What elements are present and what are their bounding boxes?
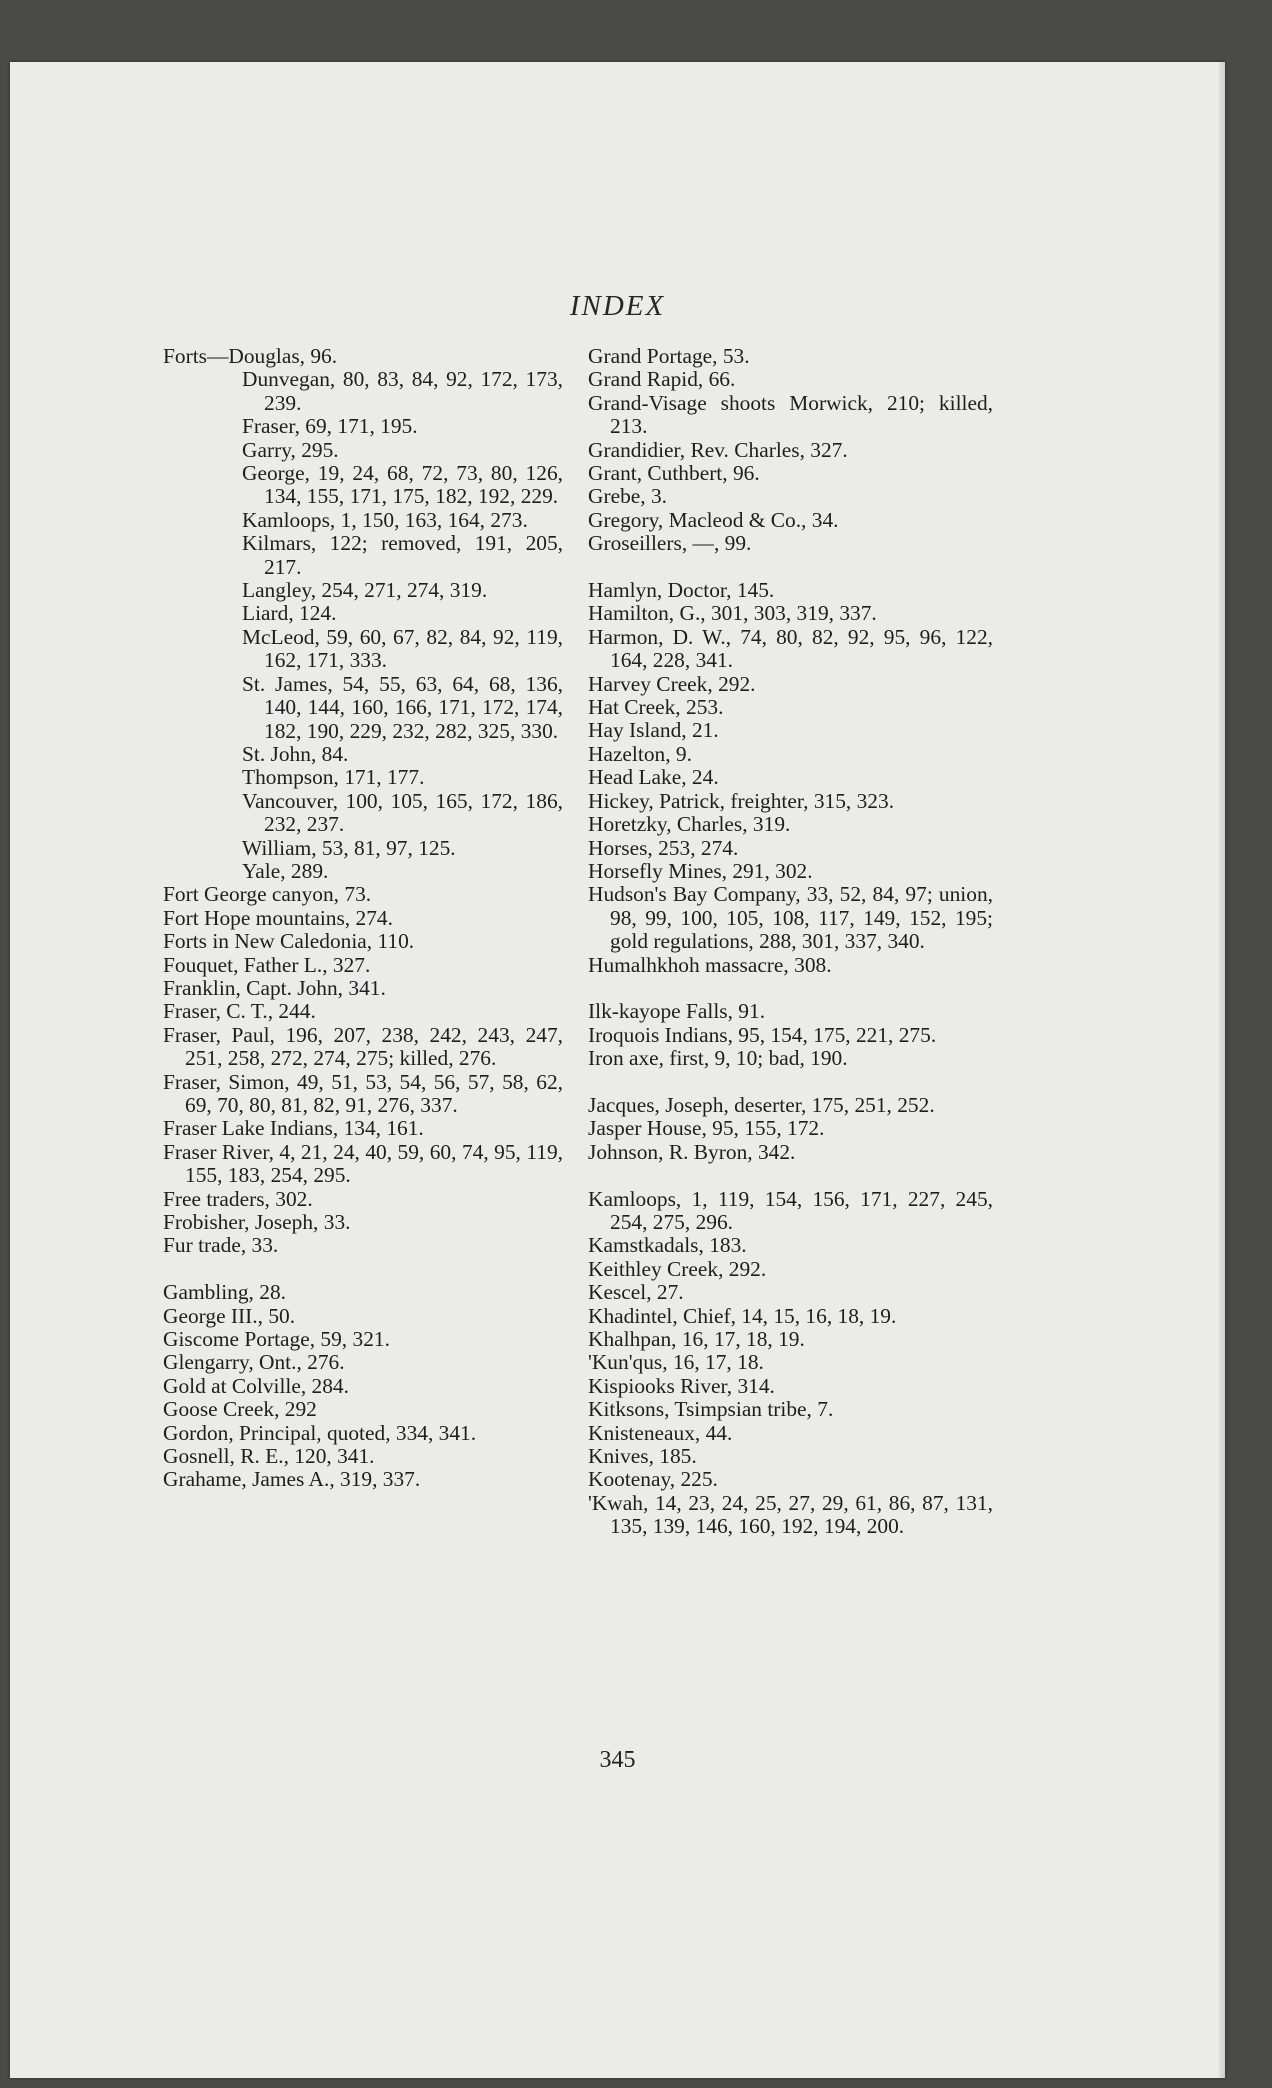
index-subentry: Liard, 124. <box>242 601 337 626</box>
index-entry: Fraser, Paul, 196, 207, 238, 242, 243, 247, 251, 258, 272, 274, 275; killed, 276. <box>163 1022 563 1071</box>
index-entry: Head Lake, 24. <box>588 765 719 790</box>
index-entry: Harmon, D. W., 74, 80, 82, 92, 95, 96, 122, 164, 228, 341. <box>588 624 993 673</box>
index-subentry: McLeod, 59, 60, 67, 82, 84, 92, 119, 162, 171, 333. <box>242 624 563 673</box>
letter-section-gap <box>163 1258 563 1281</box>
index-entry: Jasper House, 95, 155, 172. <box>588 1116 825 1141</box>
index-entry: Fraser, C. T., 244. <box>163 999 316 1024</box>
index-entry: Kamloops, 1, 119, 154, 156, 171, 227, 245, 254, 275, 296. <box>588 1186 993 1234</box>
index-entry: Grant, Cuthbert, 96. <box>588 461 760 486</box>
index-entry: Kitksons, Tsimpsian tribe, 7. <box>588 1397 834 1422</box>
index-entry: Knives, 185. <box>588 1444 697 1469</box>
index-entry: Kescel, 27. <box>588 1280 684 1305</box>
index-entry: Forts in New Caledonia, 110. <box>163 929 415 954</box>
index-entry: Ilk-kayope Falls, 91. <box>588 999 766 1024</box>
index-subentry: Langley, 254, 271, 274, 319. <box>242 578 488 603</box>
index-entry: Knisteneaux, 44. <box>588 1420 733 1445</box>
page-edge <box>1219 62 1225 2078</box>
index-entry: Hazelton, 9. <box>588 741 692 766</box>
index-entry: Fraser Lake Indians, 134, 161. <box>163 1116 424 1141</box>
index-subentry: Garry, 295. <box>242 437 339 462</box>
index-entry: Iron axe, first, 9, 10; bad, 190. <box>588 1046 848 1071</box>
index-entry: Hat Creek, 253. <box>588 695 724 720</box>
index-entry: Glengarry, Ont., 276. <box>163 1350 345 1375</box>
index-entry: Fort Hope mountains, 274. <box>163 905 393 930</box>
index-entry: Iroquois Indians, 95, 154, 175, 221, 275. <box>588 1022 937 1047</box>
book-page <box>10 62 1225 2078</box>
index-entry: Grand Rapid, 66. <box>588 367 736 392</box>
index-entry: George III., 50. <box>163 1303 296 1328</box>
index-entry: Fur trade, 33. <box>163 1233 279 1258</box>
letter-section-gap <box>588 977 993 1000</box>
index-entry: Gordon, Principal, quoted, 334, 341. <box>163 1420 477 1445</box>
index-entry: Free traders, 302. <box>163 1186 313 1211</box>
index-entry: Franklin, Capt. John, 341. <box>163 975 386 1000</box>
index-subentry: Kilmars, 122; removed, 191, 205, 217. <box>242 531 563 579</box>
index-entry: Fraser River, 4, 21, 24, 40, 59, 60, 74, 95, 119, 155, 183, 254, 295. <box>163 1139 563 1188</box>
index-subentry: Vancouver, 100, 105, 165, 172, 186, 232, 237. <box>242 788 563 837</box>
index-entry: Harvey Creek, 292. <box>588 671 756 696</box>
index-column-left <box>163 345 563 1492</box>
index-entry: Gregory, Macleod & Co., 34. <box>588 507 839 532</box>
index-entry: Hickey, Patrick, freighter, 315, 323. <box>588 788 895 813</box>
index-entry: Grand-Visage shoots Morwick, 210; killed, 213. <box>588 390 993 439</box>
index-entry: Fouquet, Father L., 327. <box>163 952 371 977</box>
index-subentry: George, 19, 24, 68, 72, 73, 80, 126, 134, 155, 171, 175, 182, 192, 229. <box>242 461 563 509</box>
index-entry: Hamilton, G., 301, 303, 319, 337. <box>588 601 877 626</box>
letter-section-gap <box>588 1164 993 1187</box>
index-entry: Kispiooks River, 314. <box>588 1373 775 1398</box>
index-entry: Grebe, 3. <box>588 484 667 509</box>
letter-section-gap <box>588 556 993 579</box>
index-entry: Gambling, 28. <box>163 1280 286 1305</box>
index-entry: Kamstkadals, 183. <box>588 1233 747 1258</box>
index-subentry: Yale, 289. <box>242 858 329 883</box>
index-entry: Fort George canyon, 73. <box>163 882 372 907</box>
index-subentry: St. John, 84. <box>242 741 349 766</box>
index-entry: Humalhkhoh massacre, 308. <box>588 952 832 977</box>
page-number: 345 <box>599 1747 636 1773</box>
index-entry: 'Kwah, 14, 23, 24, 25, 27, 29, 61, 86, 87, 131, 135, 139, 146, 160, 192, 194, 200. <box>588 1490 993 1539</box>
index-entry: Fraser, Simon, 49, 51, 53, 54, 56, 57, 58, 62, 69, 70, 80, 81, 82, 91, 276, 337. <box>163 1069 563 1117</box>
index-entry: Gold at Colville, 284. <box>163 1373 349 1398</box>
index-entry: Khadintel, Chief, 14, 15, 16, 18, 19. <box>588 1303 897 1328</box>
index-entry: Grand Portage, 53. <box>588 344 750 368</box>
index-entry: Gosnell, R. E., 120, 341. <box>163 1444 375 1469</box>
index-entry: Forts—Douglas, 96. <box>163 344 338 368</box>
index-subentry: Thompson, 171, 177. <box>242 765 425 790</box>
index-entry: Horsefly Mines, 291, 302. <box>588 858 813 883</box>
index-entry: Kootenay, 225. <box>588 1467 718 1492</box>
index-entry: Giscome Portage, 59, 321. <box>163 1327 390 1352</box>
index-entry: Hay Island, 21. <box>588 718 719 743</box>
index-entry: Frobisher, Joseph, 33. <box>163 1210 351 1235</box>
index-entry: Grahame, James A., 319, 337. <box>163 1467 421 1492</box>
index-entry: Horetzky, Charles, 319. <box>588 812 791 837</box>
index-entry: Keithley Creek, 292. <box>588 1256 767 1281</box>
index-entry: Grandidier, Rev. Charles, 327. <box>588 437 848 462</box>
letter-section-gap <box>588 1071 993 1094</box>
index-subentry: Dunvegan, 80, 83, 84, 92, 172, 173, 239. <box>242 367 563 415</box>
index-entry: 'Kun'qus, 16, 17, 18. <box>588 1350 764 1375</box>
index-subentry: St. James, 54, 55, 63, 64, 68, 136, 140, 144, 160, 166, 171, 172, 174, 182, 190, 229, 232, 282, 325, 330. <box>242 671 563 743</box>
index-entry: Hamlyn, Doctor, 145. <box>588 578 775 603</box>
index-subentry: Fraser, 69, 171, 195. <box>242 414 418 439</box>
index-subentry: Kamloops, 1, 150, 163, 164, 273. <box>242 507 528 532</box>
index-column-right <box>588 345 993 1539</box>
index-entry: Goose Creek, 292 <box>163 1397 317 1422</box>
index-entry: Jacques, Joseph, deserter, 175, 251, 252. <box>588 1092 935 1117</box>
index-entry: Khalhpan, 16, 17, 18, 19. <box>588 1327 805 1351</box>
page-title: INDEX <box>569 290 666 322</box>
index-entry: Groseillers, —, 99. <box>588 531 752 556</box>
index-subentry: William, 53, 81, 97, 125. <box>242 835 456 860</box>
index-entry: Hudson's Bay Company, 33, 52, 84, 97; union, 98, 99, 100, 105, 108, 117, 149, 152, 195; gold regulations, 288, 301, 337, 340. <box>588 882 993 954</box>
index-entry: Horses, 253, 274. <box>588 835 739 860</box>
index-entry: Johnson, R. Byron, 342. <box>588 1139 796 1164</box>
